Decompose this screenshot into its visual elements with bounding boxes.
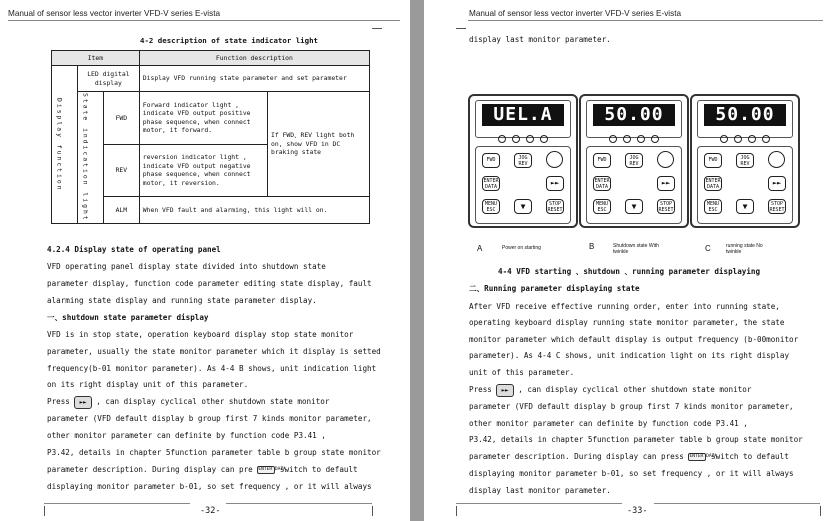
shift-key[interactable]: ►► (657, 176, 675, 191)
body-line: displaying monitor parameter b-01, so set frequency , or it will always (469, 469, 794, 478)
body-line: VFD is in stop state, operation keyboard display stop state monitor (47, 330, 354, 339)
digit-display: UEL.A (482, 104, 564, 126)
desc-line (469, 449, 789, 466)
potentiometer-knob-icon[interactable] (768, 151, 785, 168)
body-line: After VFD receive effective running order, enter into running state, (469, 302, 780, 311)
enter-data-key[interactable]: ENTER DATA (594, 178, 610, 190)
indicator-leds (587, 128, 681, 147)
display-window (475, 100, 571, 138)
enter-key-inline: ENTER DATA (258, 467, 286, 473)
jog-rev-key[interactable]: JOG REV (736, 153, 754, 168)
panel-label-c: C (705, 244, 711, 253)
header-rule (468, 20, 823, 21)
crop-mark (456, 506, 457, 516)
fwd-desc: Forward indicator light , indicate VFD output positive phase sequence, when connect motor, it forward. (139, 92, 267, 145)
footer-rule (44, 503, 190, 504)
state-indication-cell (77, 92, 103, 224)
display-window (697, 100, 793, 138)
led-label: LED digital display (77, 66, 139, 92)
down-key[interactable]: ▼ (514, 199, 532, 214)
rev-label: REV (103, 144, 139, 197)
led-icon (623, 135, 631, 143)
press-text-post: , can display cyclical other shutdown state monitor (518, 385, 752, 394)
body-line: VFD operating panel display state divided into shutdown state (47, 262, 326, 271)
body-line: frequency(b-01 monitor parameter). As 4-4 B shows, unit indication light (47, 364, 377, 373)
footer-rule (456, 503, 622, 504)
rev-desc: reversion indicator light , indicate VFD output negative phase sequence, when connect motor, it reversion. (139, 144, 267, 197)
section-heading: 4.2.4 Display state of operating panel (47, 245, 221, 254)
indicator-leds (698, 128, 792, 147)
display-function-label: Display function (55, 97, 64, 192)
body-line: other monitor parameter can definite by function code P3.41 , (47, 431, 326, 440)
fwd-key[interactable]: FWD (482, 153, 500, 168)
header-rule (8, 20, 400, 21)
led-icon (720, 135, 728, 143)
press-text: Press (469, 385, 492, 394)
led-icon (748, 135, 756, 143)
menu-esc-key[interactable]: MENU ESC (593, 199, 611, 214)
alm-desc: When VFD fault and alarming, this light will on. (139, 197, 369, 223)
crop-mark (372, 506, 373, 516)
panel-caption-b: Shutdown state With twinkle (613, 243, 659, 255)
led-icon (498, 135, 506, 143)
potentiometer-knob-icon[interactable] (657, 151, 674, 168)
body-line: P3.42, details in chapter 5function parameter table b group state monitor (47, 448, 381, 457)
enter-key-inline: ENTER DATA (689, 454, 718, 460)
digit-display: 50.00 (704, 104, 786, 126)
led-icon (512, 135, 520, 143)
desc-line (47, 462, 358, 479)
col-function-header: Function description (139, 51, 369, 66)
keypad (697, 146, 793, 224)
keypad (586, 146, 682, 224)
press-line (469, 382, 751, 399)
keypad-panel-b (579, 94, 689, 228)
press-line (47, 394, 329, 411)
led-desc: Display VFD running state parameter and set parameter (139, 66, 369, 92)
table-caption: 4-2 description of state indicator light (140, 36, 318, 45)
footer-rule (226, 503, 372, 504)
press-text: Press (47, 397, 70, 406)
body-line: parameter (VFD default display b group first 7 kinds monitor parameter, (47, 414, 372, 423)
right-page (424, 0, 829, 521)
page-number: -33- (627, 506, 648, 516)
page-header: Manual of sensor less vector inverter VFD-V series E-vista (469, 9, 682, 18)
down-key[interactable]: ▼ (625, 199, 643, 214)
shift-key-inline: ►► (496, 384, 513, 397)
body-line: other monitor parameter can definite by function code P3.41 , (469, 419, 748, 428)
jog-rev-key[interactable]: JOG REV (625, 153, 643, 168)
indicator-leds (476, 128, 570, 147)
stop-reset-key[interactable]: STOP RESET (547, 201, 563, 213)
keypad (475, 146, 571, 224)
figure-caption: 4-4 VFD starting 、shutdown 、running parameter displaying (498, 267, 761, 276)
stop-reset-key[interactable]: STOP RESET (658, 201, 674, 213)
fwd-key[interactable]: FWD (704, 153, 722, 168)
panel-caption-c: running state No twinkle (726, 243, 763, 255)
shift-key[interactable]: ►► (768, 176, 786, 191)
crop-mark (820, 506, 821, 516)
display-window (586, 100, 682, 138)
crop-mark (372, 28, 382, 29)
keypad-panel-c (690, 94, 800, 228)
body-line: parameter, usually the state monitor parameter which it display is setted (47, 347, 381, 356)
digit-display: 50.00 (593, 104, 675, 126)
fwd-key[interactable]: FWD (593, 153, 611, 168)
sub-heading: 二、Running parameter displaying state (469, 284, 640, 293)
menu-esc-key[interactable]: MENU ESC (704, 199, 722, 214)
panel-caption-a: Power on starting (502, 245, 541, 251)
led-icon (651, 135, 659, 143)
page-header: Manual of sensor less vector inverter VFD-V series E-vista (8, 9, 221, 18)
body-line: alarming state display and running state parameter display. (47, 296, 317, 305)
sub-heading: 一、shutdown state parameter display (47, 313, 209, 322)
potentiometer-knob-icon[interactable] (546, 151, 563, 168)
col-item-header: Item (52, 51, 140, 66)
desc-text: parameter description. During display can press (469, 452, 684, 461)
crop-mark (456, 28, 466, 29)
state-indicator-table (51, 50, 370, 224)
enter-data-key[interactable]: ENTER DATA (483, 178, 499, 190)
display-function-cell (52, 66, 78, 224)
body-line: operating keyboard display running state monitor parameter, the state (469, 318, 785, 327)
desc-text: parameter description. During display can pre (47, 465, 253, 474)
left-page (0, 0, 410, 521)
body-line: parameter (VFD default display b group first 7 kinds monitor parameter, (469, 402, 794, 411)
body-line: on its right display unit of this parameter. (47, 380, 249, 389)
down-key[interactable]: ▼ (736, 199, 754, 214)
stop-reset-key[interactable]: STOP RESET (769, 201, 785, 213)
body-line: P3.42, details in chapter 5function parameter table b group state monitor (469, 435, 803, 444)
alm-label: ALM (103, 197, 139, 223)
panel-label-a: A (477, 244, 483, 253)
shift-key[interactable]: ►► (546, 176, 564, 191)
state-indication-label: State indication light (81, 93, 90, 222)
body-line: unit of this parameter. (469, 368, 575, 377)
led-icon (762, 135, 770, 143)
jog-rev-key[interactable]: JOG REV (514, 153, 532, 168)
desc-text-post: switch to default (711, 452, 789, 461)
body-line: parameter). As 4-4 C shows, unit indication light on its right display (469, 351, 790, 360)
page-number: -32- (200, 506, 221, 516)
desc-text-post: switch to default (279, 465, 358, 474)
fwd-label: FWD (103, 92, 139, 145)
shift-key-inline: ►► (74, 396, 91, 409)
led-icon (734, 135, 742, 143)
footer-rule (654, 503, 820, 504)
body-line: display last monitor parameter. (469, 486, 611, 495)
led-icon (609, 135, 617, 143)
led-icon (637, 135, 645, 143)
crop-mark (44, 506, 45, 516)
body-line: displaying monitor parameter b-01, so set frequency , or it will always (47, 482, 372, 491)
led-icon (526, 135, 534, 143)
enter-data-key[interactable]: ENTER DATA (705, 178, 721, 190)
body-line: display last monitor parameter. (469, 35, 611, 44)
both-lights-note: If FWD、REV light both on, show VFD in DC braking state (268, 92, 370, 197)
led-icon (540, 135, 548, 143)
press-text-post: , can display cyclical other shutdown state monitor (96, 397, 330, 406)
menu-esc-key[interactable]: MENU ESC (482, 199, 500, 214)
body-line: parameter display, function code parameter editing state display, fault (47, 279, 372, 288)
body-line: monitor parameter which default display is output frequency (b-00monitor (469, 335, 799, 344)
panel-label-b: B (589, 242, 595, 251)
keypad-panel-a (468, 94, 578, 228)
